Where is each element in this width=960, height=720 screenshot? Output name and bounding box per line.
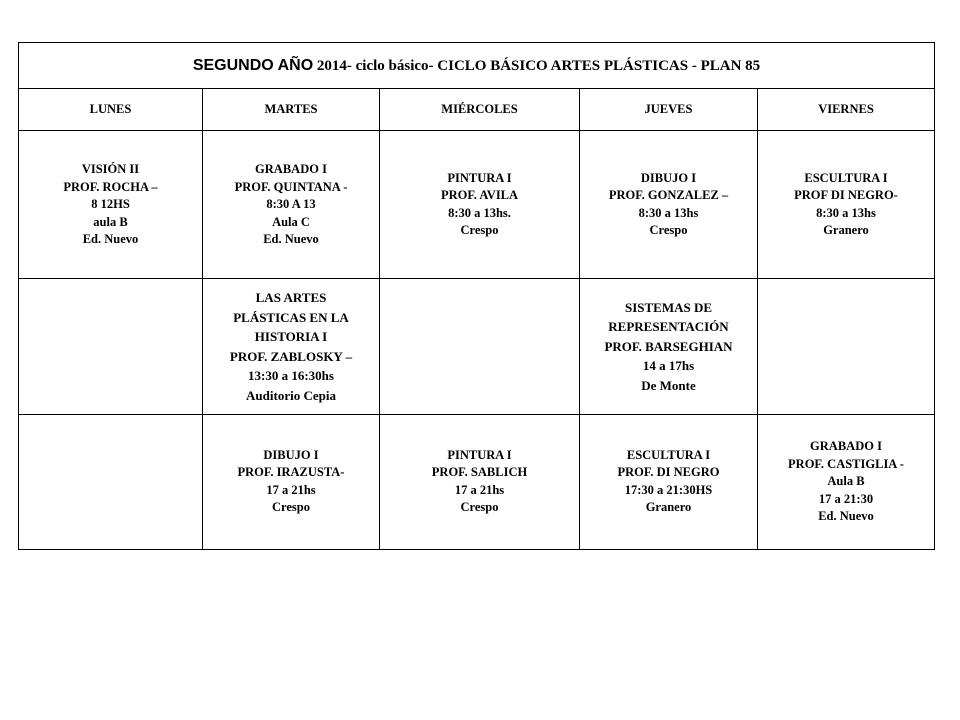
class-cell-line: Ed. Nuevo: [818, 509, 874, 524]
class-cell-tuesday: [203, 414, 380, 549]
class-cell-line: Crespo: [272, 500, 310, 515]
class-cell-line: DIBUJO I: [263, 447, 319, 462]
class-cell-line: PINTURA I: [447, 447, 512, 462]
class-cell-line: PROF. QUINTANA -: [234, 179, 348, 194]
class-cell-line: DIBUJO I: [640, 170, 697, 185]
class-cell-line: 17 a 21hs: [266, 482, 316, 497]
day-header-wednesday: MIÉRCOLES: [380, 89, 580, 131]
title-year: SEGUNDO AÑO: [192, 56, 314, 74]
class-cell-line: VISIÓN II: [81, 162, 140, 177]
class-cell-line: 8:30 a 13hs: [638, 205, 699, 220]
day-header-friday: VIERNES: [758, 89, 935, 131]
class-cell-line: PROF. ROCHA –: [63, 179, 158, 194]
day-header-tuesday: MARTES: [203, 89, 380, 131]
class-cell-line: PROF DI NEGRO-: [794, 188, 898, 203]
class-cell-monday: [19, 279, 203, 414]
class-cell-friday: [758, 279, 935, 414]
schedule-row-afternoon: [19, 279, 935, 414]
class-cell-line: Granero: [823, 223, 869, 238]
title-row: [19, 43, 935, 89]
class-cell-line: REPRESENTACIÓN: [608, 319, 729, 335]
day-header-thursday: JUEVES: [580, 89, 758, 131]
class-cell-line: 17 a 21hs: [454, 482, 505, 497]
class-cell-line: Ed. Nuevo: [82, 232, 139, 247]
schedule-title: [19, 43, 935, 89]
class-cell-line: PLÁSTICAS EN LA: [233, 309, 349, 325]
class-cell-thursday: [580, 131, 758, 279]
class-cell-line: PROF. SABLICH: [431, 465, 528, 480]
class-cell-line: 17 a 21:30: [818, 491, 874, 506]
schedule-row-morning: [19, 131, 935, 279]
class-cell-wednesday: [380, 131, 580, 279]
day-header-monday: LUNES: [19, 89, 203, 131]
class-cell-line: PROF. GONZALEZ –: [608, 188, 729, 203]
class-cell-line: SISTEMAS DE: [624, 299, 713, 315]
day-header-row: [19, 89, 935, 131]
class-cell-line: PINTURA I: [447, 170, 512, 185]
class-cell-line: GRABADO I: [810, 439, 882, 454]
class-cell-line: PROF. ZABLOSKY –: [229, 348, 353, 364]
class-cell-line: De Monte: [641, 377, 696, 393]
class-cell-tuesday: [203, 131, 380, 279]
class-cell-friday: [758, 131, 935, 279]
class-cell-line: 8 12HS: [91, 197, 130, 212]
class-cell-line: Aula B: [827, 474, 865, 489]
class-cell-line: GRABADO I: [255, 162, 327, 177]
class-cell-monday: [19, 131, 203, 279]
class-cell-friday: [758, 414, 935, 549]
class-cell-line: 13:30 a 16:30hs: [248, 368, 334, 384]
class-cell-monday: [19, 414, 203, 549]
class-cell-line: Ed. Nuevo: [263, 232, 319, 247]
class-cell-line: aula B: [93, 214, 128, 229]
class-cell-line: Granero: [645, 500, 692, 515]
class-cell-thursday: [580, 414, 758, 549]
class-cell-line: 17:30 a 21:30HS: [624, 482, 713, 497]
class-cell-line: 8:30 A 13: [266, 197, 316, 212]
class-cell-line: ESCULTURA I: [626, 447, 711, 462]
class-cell-thursday: [580, 279, 758, 414]
class-cell-line: 8:30 a 13hs.: [448, 205, 511, 220]
class-cell-line: Crespo: [460, 223, 499, 238]
class-cell-line: 14 a 17hs: [642, 358, 695, 374]
class-cell-line: PROF. IRAZUSTA-: [237, 465, 345, 480]
class-cell-wednesday: [380, 279, 580, 414]
class-cell-line: Auditorio Cepia: [246, 387, 336, 403]
title-program: 2014- ciclo básico- CICLO BÁSICO ARTES PLÁSTICAS - PLAN 85: [313, 57, 761, 74]
class-cell-line: ESCULTURA I: [804, 170, 888, 185]
class-cell-line: 8:30 a 13hs: [816, 205, 876, 220]
class-cell-line: Crespo: [460, 500, 499, 515]
class-cell-line: PROF. DI NEGRO: [617, 465, 720, 480]
class-cell-line: PROF. AVILA: [440, 188, 519, 203]
class-cell-line: Crespo: [649, 223, 688, 238]
class-cell-line: Aula C: [272, 214, 310, 229]
class-cell-tuesday: [203, 279, 380, 414]
class-cell-wednesday: [380, 414, 580, 549]
class-cell-line: HISTORIA I: [254, 329, 328, 345]
class-cell-line: LAS ARTES: [255, 290, 327, 306]
class-cell-line: PROF. BARSEGHIAN: [604, 338, 733, 354]
schedule-table: [18, 42, 935, 550]
schedule-row-evening: [19, 414, 935, 549]
class-cell-line: PROF. CASTIGLIA -: [788, 456, 904, 471]
